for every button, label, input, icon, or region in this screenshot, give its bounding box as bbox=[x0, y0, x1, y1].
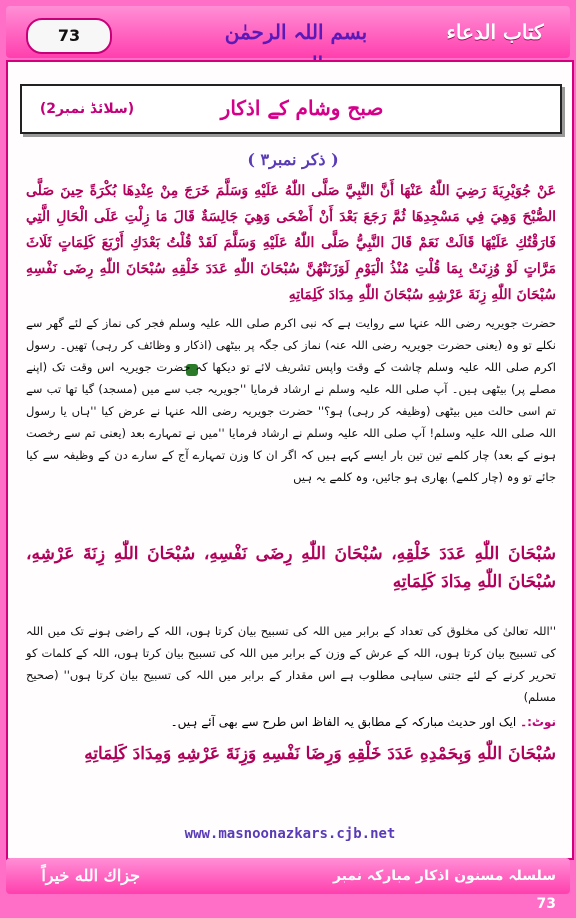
note-text: ایک اور حدیث مبارکہ کے مطابق یہ الفاظ اس طرح سے بھی آئے ہیں۔ bbox=[170, 715, 517, 729]
section-heading-box bbox=[20, 84, 562, 134]
bismillah-title: بسم اللہ الرحمٰن bbox=[224, 20, 368, 44]
website-link[interactable]: www.masnoonazkars.cjb.net bbox=[184, 826, 396, 842]
series-label: سلسلہ مسنون اذکار مبارکہ نمبر 73 bbox=[332, 868, 556, 912]
urdu-translation: حضرت جویریہ رضی اللہ عنہا سے روایت ہے کہ نبی اکرم صلی اللہ علیہ وسلم فجر کی نماز کے لئے گھر سے نکلے تو وہ (یعنی حضرت جویریہ رضی اللہ عنہ) نماز کی جگہ پر بیٹھی (اذکار و وظائف کر رہی) تھیں۔ رسول اکرم صلی اللہ علیہ وسلم چاشت کے وقت واپس تشریف لائے تو دیکھا کہ حضرت جویریہ اس وقت تک (اپنے مصلے پر) بیٹھی ہیں۔ آپ صلی اللہ علیہ وسلم نے ارشاد فرمایا ''جویریہ جب سے میں (مسجد) گیا تھا تب سے تم اسی حالت میں بیٹھی (وظیفہ کر رہی) ہو؟'' حضرت جویریہ رضی اللہ عنہا نے عرض کیا ''ہاں یا رسول اللہ صلی اللہ علیہ وسلم! آپ صلی اللہ علیہ وسلم نے ارشاد فرمایا ''میں نے تمہارے بعد (یعنی تم سے رخصت ہونے کے بعد) چار کلمے تین تین بار ایسے کہے ہیں کہ اگر ان کا وزن تمہارے آج کے سارے دن کے وظیفہ سے کیا جائے تو وہ (چار کلمے) بھاری ہو جائیں، وہ کلمے یہ ہیں bbox=[26, 316, 556, 484]
note-line bbox=[26, 708, 556, 736]
note-arabic: سُبْحَانَ اللّٰهِ وَبِحَمْدِهِ عَدَدَ خَلْقِهِ وَرِضَا نَفْسِهِ وَزِنَةَ عَرْشِهِ وَمِدَادَ كَلِمَاتِهِ bbox=[84, 744, 556, 764]
book-title: کتاب الدعاء bbox=[446, 20, 544, 44]
arabic-hadith-text: عَنْ جُوَيْرِيَةَ رَضِيَ اللّٰهُ عَنْهَا أَنَّ النَّبِيَّ صَلَّى اللّٰهُ عَلَيْهِ وَسَلَّمَ خَرَجَ مِنْ عِنْدِهَا بُكْرَةً حِينَ صَلَّى الصُّبْحَ وَهِيَ فِي مَسْجِدِهَا ثُمَّ رَجَعَ بَعْدَ أَنْ أَضْحَى وَهِيَ جَالِسَةٌ قَالَ مَا زِلْتِ عَلَى الْحَالِ الَّتِي فَارَقْتُكِ عَلَيْهَا قَالَتْ نَعَمْ قَالَ النَّبِيُّ صَلَّى اللّٰهُ عَلَيْهِ وَسَلَّمَ لَقَدْ قُلْتُ بَعْدَكِ أَرْبَعَ كَلِمَاتٍ ثَلَاثَ مَرَّاتٍ لَوْ وُزِنَتْ بِمَا قُلْتِ مُنْذُ الْيَوْمِ لَوَزَنَتْهُنَّ سُبْحَانَ اللّٰهِ عَدَدَ خَلْقِهِ سُبْحَانَ اللّٰهِ رِضَى نَفْسِهِ سُبْحَانَ اللّٰهِ زِنَةَ عَرْشِهِ سُبْحَانَ اللّٰهِ مِدَادَ كَلِمَاتِهِ bbox=[26, 183, 556, 303]
jazak-text: جزاك الله خيراً bbox=[41, 866, 140, 885]
zikr-number-label: ( ذکر نمبر۳ ) bbox=[247, 150, 339, 169]
urdu-meaning: ''اللہ تعالیٰ کی مخلوق کی تعداد کے برابر میں اللہ کی تسبیح بیان کرتا ہوں، اللہ کے راضی ہونے تک میں اللہ کی تسبیح بیان کرتا ہوں، اللہ کے عرش کے وزن کے برابر میں اللہ کی تسبیح بیان کرتا ہوں، اللہ کے کلمات کو تحریر کرنے کے لئے جتنی سیاہی مطلوب ہے اس مقدار کے برابر میں اللہ کی تسبیح بیان کرتا ہوں'' (صحیح مسلم) bbox=[26, 624, 556, 704]
tasbeeh-arabic: سُبْحَانَ اللّٰهِ عَدَدَ خَلْقِهِ، سُبْحَانَ اللّٰهِ رِضَى نَفْسِهِ، سُبْحَانَ اللّٰهِ زِنَةَ عَرْشِهِ، سُبْحَانَ اللّٰهِ مِدَادَ كَلِمَاتِهِ bbox=[26, 544, 556, 592]
header-bar bbox=[6, 6, 570, 58]
content-sheet bbox=[6, 60, 574, 860]
page-number-badge: 73 bbox=[26, 18, 112, 54]
section-title: صبح وشام کے اذکار bbox=[220, 96, 384, 120]
slide-label: (سلائڈ نمبر2) bbox=[39, 101, 135, 117]
footer-bar bbox=[6, 858, 570, 912]
note-label: نوٹ:۔ bbox=[520, 715, 556, 729]
